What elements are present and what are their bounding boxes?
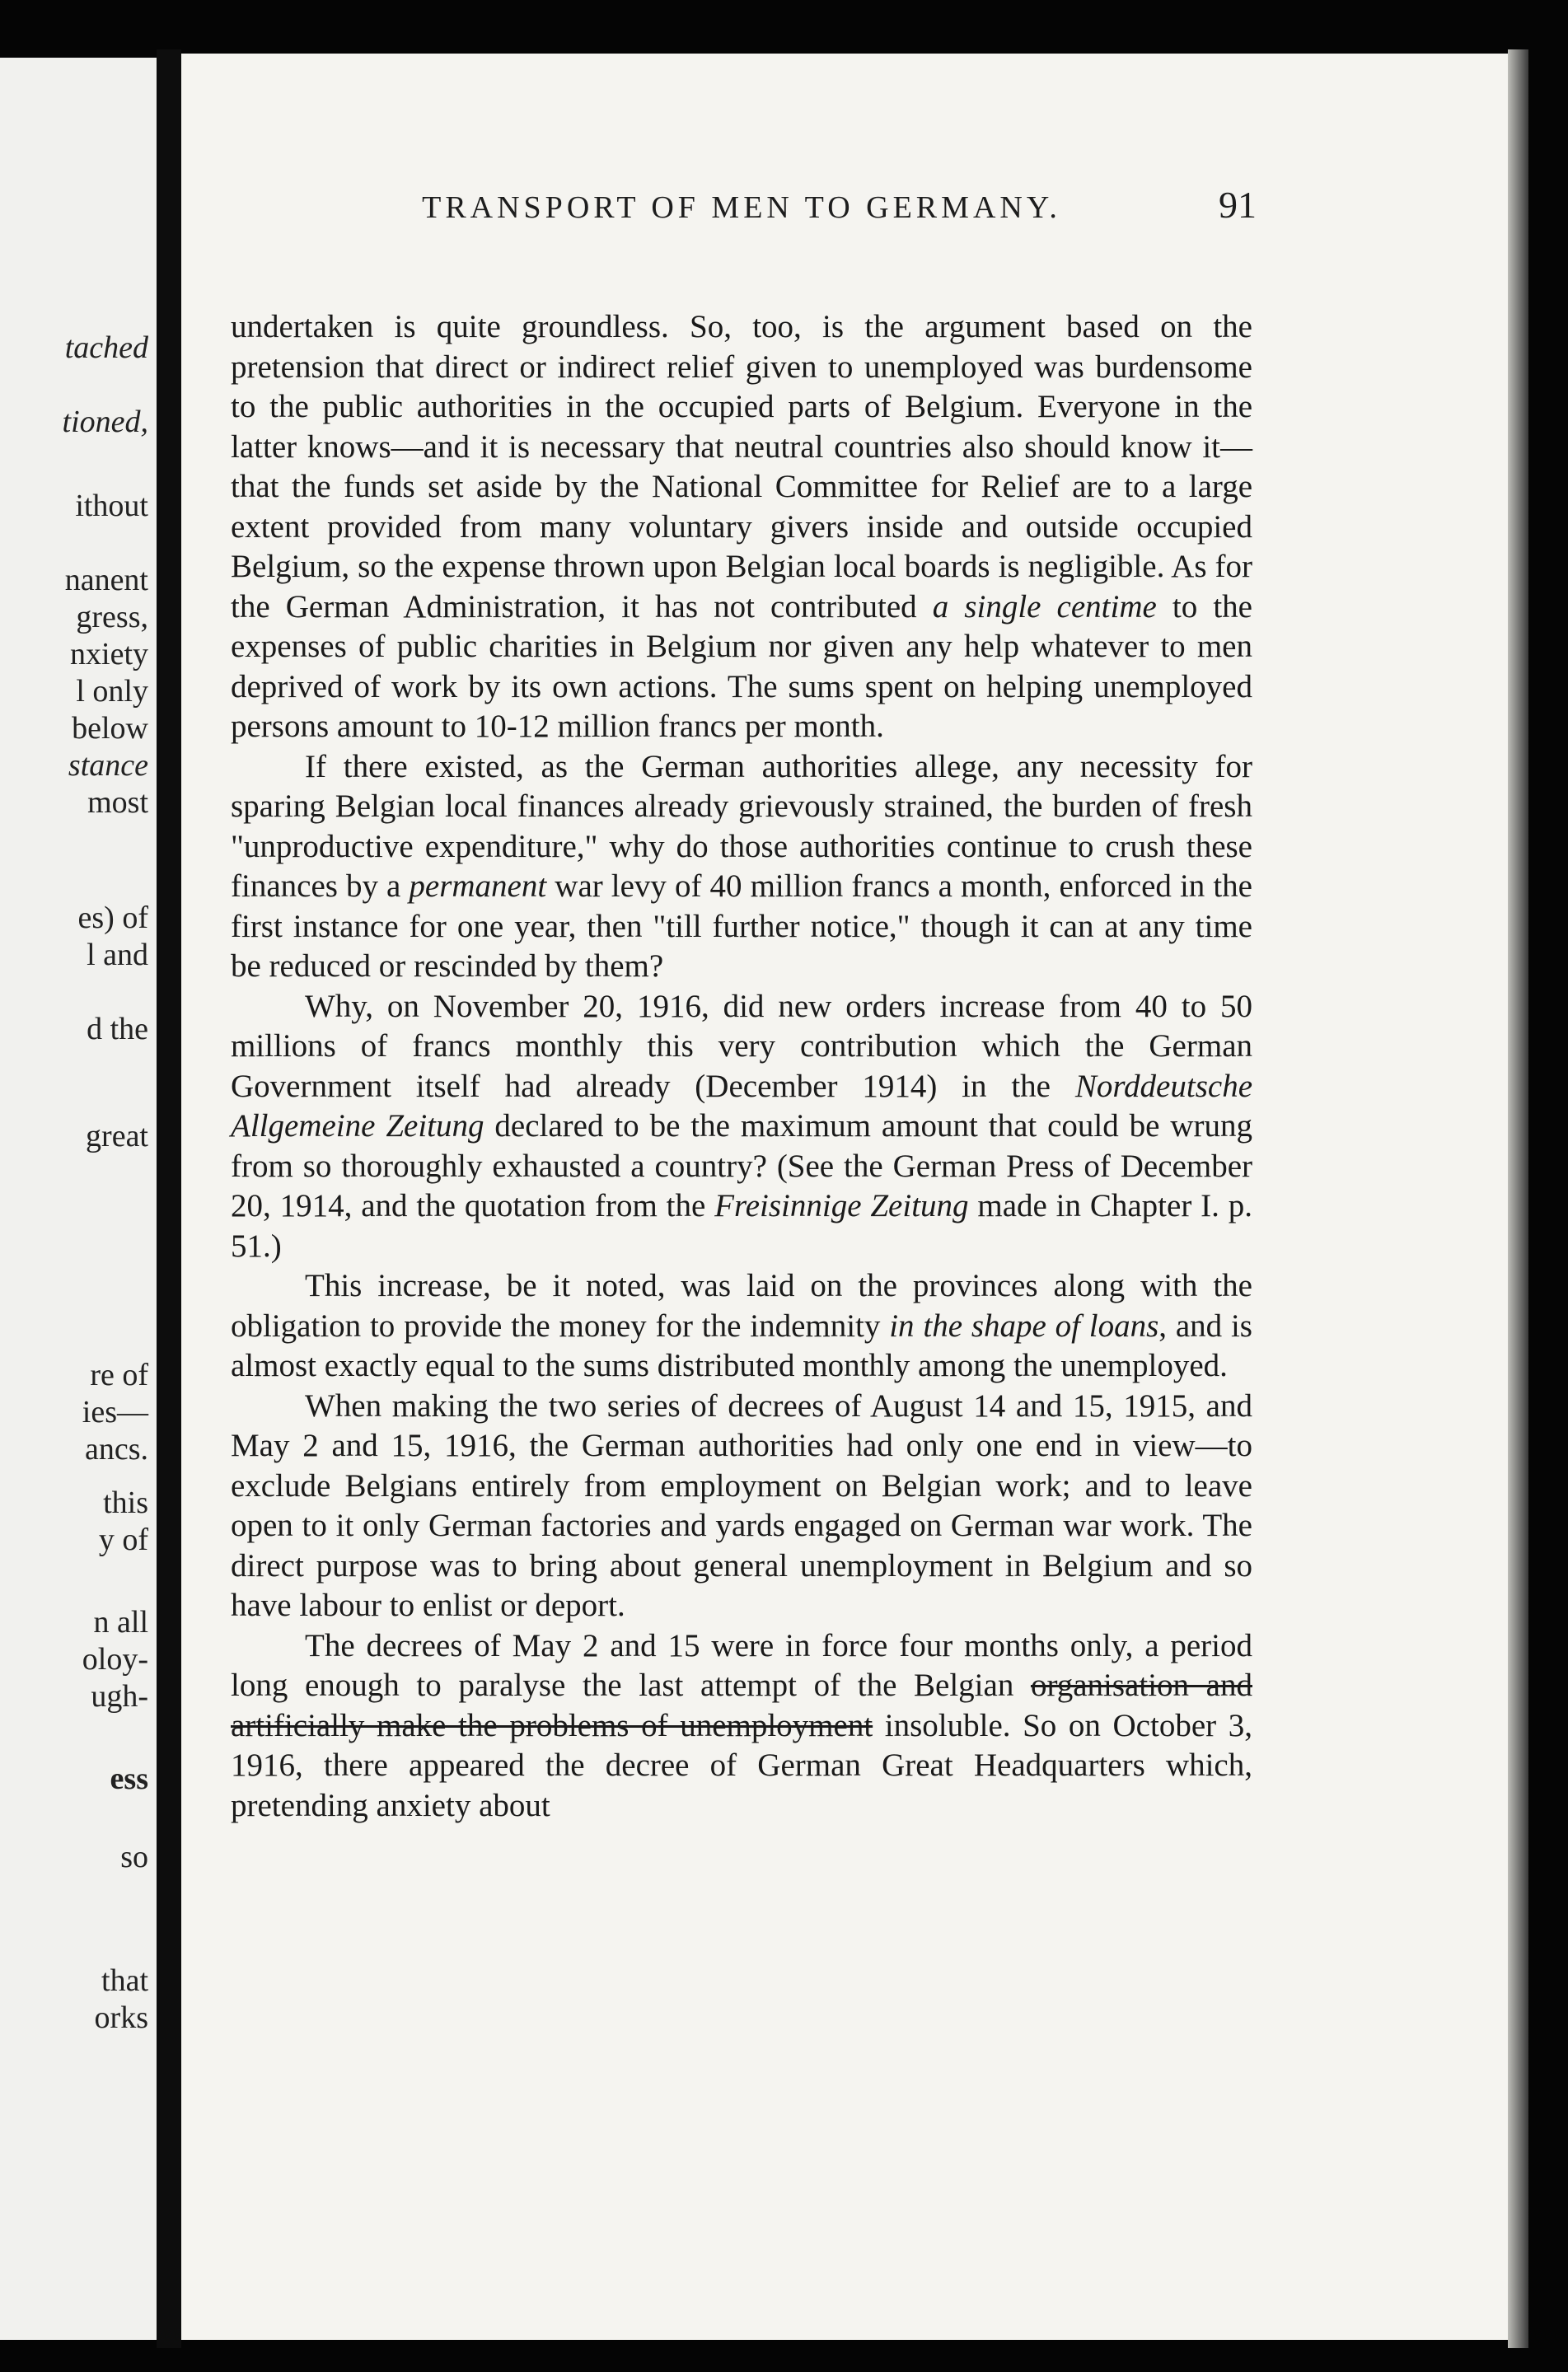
text-run: Why, on November 20, 1916, did new orders increase from 40 to 50 millions of francs monthly this very contribution which the German Government itself had already (December 1914) in the — [231, 988, 1252, 1104]
facing-page-fragment: below — [72, 711, 148, 746]
facing-page-fragment: nxiety — [70, 637, 148, 671]
facing-page-fragment: n all — [93, 1605, 148, 1640]
page-edge-shadow — [1508, 49, 1528, 2348]
facing-page-fragment: ess — [110, 1761, 148, 1796]
paragraph — [231, 747, 1252, 987]
facing-page-fragment: stance — [68, 748, 148, 783]
facing-page-fragment: d the — [87, 1012, 148, 1046]
facing-page-fragment: ithout — [75, 489, 148, 523]
facing-page-fragment: great — [86, 1119, 148, 1153]
facing-page-fragment: orks — [94, 2000, 148, 2035]
facing-page-fragment: re of — [90, 1358, 148, 1392]
facing-page-fragment: most — [87, 785, 148, 820]
text-run: made in Chapter I. p. 51.) — [231, 1188, 1252, 1264]
text-run: to the expenses of public charities in Belgium nor given any help whatever to men deprived of work by its own actions. The sums spent on helping unemployed persons amount to 10-12 million francs per month. — [231, 588, 1252, 744]
paragraph — [231, 1626, 1252, 1827]
facing-page-fragment: ancs. — [84, 1432, 148, 1467]
text-run: undertaken is quite groundless. So, too, is the argument based on the pretension that direct or indirect relief given to unemployed was burdensome to the public authorities in the occupied parts of Belgium. Everyone in the latter knows—and it is necessary that neutral countries also should know it—that the funds set aside by the National Committee for Relief are to a large extent provided from many voluntary givers inside and outside occupied Belgium, so the expense thrown upon Belgian local boards is negligible. As for the German Administration, it has not contributed — [231, 309, 1252, 625]
facing-page-fragment: tioned, — [62, 405, 148, 439]
paragraph — [231, 307, 1252, 747]
text-run: This increase, be it noted, was laid on the provinces along with the obligation to provide the money for the indemnity — [231, 1268, 1252, 1344]
facing-page-fragment: gress, — [76, 600, 148, 634]
text-run: insoluble. So on October 3, 1916, there appeared the decree of German Great Headquarters which, pretending anxiety about — [231, 1707, 1252, 1823]
facing-page-fragment: oloy- — [82, 1642, 148, 1677]
facing-page-fragment: ies— — [82, 1395, 148, 1429]
italic-run: a single centime — [932, 588, 1157, 625]
text-run: The decrees of May 2 and 15 were in force four months only, a period long enough to paralyse the last attempt of the Belgian — [231, 1627, 1252, 1703]
italic-run: in the shape of loans — [889, 1308, 1159, 1344]
paragraph — [231, 1266, 1252, 1387]
paragraph — [231, 987, 1252, 1267]
facing-page-fragment: this — [103, 1485, 148, 1520]
text-run: war levy of 40 million francs a month, enforced in the first instance for one year, then "till further notice," though it can at any time be reduced or rescinded by them? — [231, 868, 1252, 984]
page-number: 91 — [1219, 184, 1257, 226]
facing-page-fragment: l only — [76, 674, 148, 709]
text-run: declared to be the maximum amount that could be wrung from so thoroughly exhausted a country? (See the German Press of December 20, 1914, and the quotation from the — [231, 1108, 1252, 1223]
body-text — [231, 307, 1252, 1826]
italic-run: permanent — [409, 868, 547, 904]
facing-page-fragment: so — [120, 1840, 148, 1874]
text-run: If there existed, as the German authorities allege, any necessity for sparing Belgian local finances already grievously strained, the burden of fresh "unproductive expenditure," why do those authorities continue to crush these finances by a — [231, 748, 1252, 904]
italic-run: Freisinnige Zeitung — [714, 1188, 969, 1223]
italic-run: Norddeutsche Allgemeine Zeitung — [231, 1068, 1252, 1144]
facing-page-fragment: nanent — [64, 563, 148, 597]
facing-page-fragment: tached — [64, 330, 148, 365]
facing-page-fragment: es) of — [77, 901, 148, 935]
facing-page-fragment: y of — [98, 1523, 148, 1557]
facing-page-fragment: that — [101, 1963, 148, 1998]
struck-run: organisation and artificially make the problems of unemployment — [231, 1668, 1252, 1743]
text-run: , and is almost exactly equal to the sums distributed monthly among the unemployed. — [231, 1308, 1252, 1383]
facing-page-fragment: ugh- — [91, 1679, 148, 1714]
paragraph — [231, 1387, 1252, 1626]
running-header: TRANSPORT OF MEN TO GERMANY. — [422, 190, 1061, 225]
facing-page-fragment: l and — [87, 938, 148, 972]
facing-page-edge — [0, 58, 157, 2340]
text-run: When making the two series of decrees of August 14 and 15, 1915, and May 2 and 15, 1916, the German authorities had only one end in view—to exclude Belgians entirely from employment on Belgian work; and to leave open to it only German factories and yards engaged on German war work. The direct purpose was to bring about general unemployment in Belgium and so have labour to enlist or deport. — [231, 1387, 1252, 1623]
book-gutter — [157, 49, 181, 2348]
